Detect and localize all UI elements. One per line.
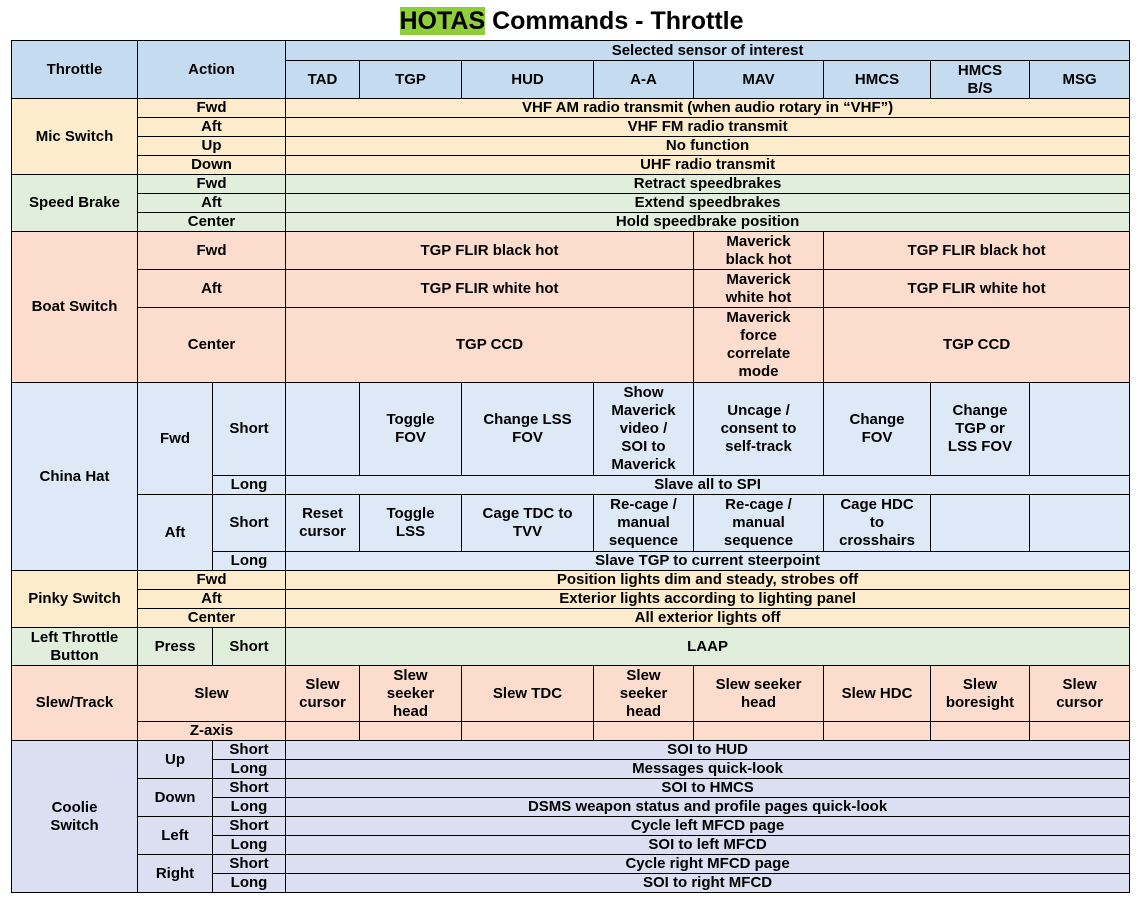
header-sensor-hmcs: HMCS (824, 61, 931, 99)
coolie-left-short-text: Cycle left MFCD page (286, 817, 1130, 836)
china-fwd-long-text: Slave all to SPI (286, 476, 1130, 495)
china-fwd-short-hmcs-bs: Change TGP or LSS FOV (931, 383, 1030, 476)
boat-aft-left: TGP FLIR white hot (286, 270, 694, 308)
china-aft-long-text: Slave TGP to current steerpoint (286, 552, 1130, 571)
boat-action-aft: Aft (138, 270, 286, 308)
pinky-fwd-text: Position lights dim and steady, strobes off (286, 571, 1130, 590)
coolie-up-short-label: Short (213, 741, 286, 760)
coolie-up-label: Up (138, 741, 213, 779)
ltb-press-label: Press (138, 628, 213, 666)
slew-tgp: Slew seeker head (360, 666, 462, 722)
speedbrake-center-text: Hold speedbrake position (286, 213, 1130, 232)
coolie-up-short-text: SOI to HUD (286, 741, 1130, 760)
coolie-down-short-label: Short (213, 779, 286, 798)
zaxis-tad (286, 722, 360, 741)
speedbrake-action-fwd: Fwd (138, 175, 286, 194)
coolie-up-long-label: Long (213, 760, 286, 779)
china-fwd-short-mav: Uncage / consent to self-track (694, 383, 824, 476)
china-fwd-label: Fwd (138, 383, 213, 495)
china-aft-short-hud: Cage TDC to TVV (462, 495, 594, 552)
slew-hmcs-bs: Slew boresight (931, 666, 1030, 722)
boat-fwd-mav: Maverick black hot (694, 232, 824, 270)
pinky-switch-label: Pinky Switch (12, 571, 138, 628)
page-title (0, 6, 1143, 36)
china-fwd-short-msg (1030, 383, 1130, 476)
mic-action-aft: Aft (138, 118, 286, 137)
speedbrake-action-center: Center (138, 213, 286, 232)
coolie-right-short-label: Short (213, 855, 286, 874)
pinky-action-center: Center (138, 609, 286, 628)
ltb-text: LAAP (286, 628, 1130, 666)
china-fwd-long-label: Long (213, 476, 286, 495)
pinky-action-fwd: Fwd (138, 571, 286, 590)
slew-action-label: Slew (138, 666, 286, 722)
china-aft-short-msg (1030, 495, 1130, 552)
china-aft-short-hmcs-bs (931, 495, 1030, 552)
pinky-action-aft: Aft (138, 590, 286, 609)
slew-zaxis-label: Z-axis (138, 722, 286, 741)
mic-up-text: No function (286, 137, 1130, 156)
china-fwd-short-hud: Change LSS FOV (462, 383, 594, 476)
slew-a-a: Slew seeker head (594, 666, 694, 722)
china-fwd-short-label: Short (213, 383, 286, 476)
slew-mav: Slew seeker head (694, 666, 824, 722)
coolie-left-long-label: Long (213, 836, 286, 855)
boat-center-right: TGP CCD (824, 308, 1130, 383)
coolie-right-short-text: Cycle right MFCD page (286, 855, 1130, 874)
zaxis-msg (1030, 722, 1130, 741)
pinky-aft-text: Exterior lights according to lighting panel (286, 590, 1130, 609)
coolie-down-long-text: DSMS weapon status and profile pages quick-look (286, 798, 1130, 817)
china-aft-short-mav: Re-cage / manual sequence (694, 495, 824, 552)
zaxis-hmcs (824, 722, 931, 741)
speedbrake-label: Speed Brake (12, 175, 138, 232)
coolie-down-label: Down (138, 779, 213, 817)
coolie-left-long-text: SOI to left MFCD (286, 836, 1130, 855)
speedbrake-fwd-text: Retract speedbrakes (286, 175, 1130, 194)
mic-switch-label: Mic Switch (12, 99, 138, 175)
coolie-up-long-text: Messages quick-look (286, 760, 1130, 779)
header-throttle: Throttle (12, 41, 138, 99)
zaxis-tgp (360, 722, 462, 741)
coolie-down-long-label: Long (213, 798, 286, 817)
coolie-down-short-text: SOI to HMCS (286, 779, 1130, 798)
slew-msg: Slew cursor (1030, 666, 1130, 722)
coolie-right-long-label: Long (213, 874, 286, 893)
zaxis-mav (694, 722, 824, 741)
mic-down-text: UHF radio transmit (286, 156, 1130, 175)
coolie-right-label: Right (138, 855, 213, 893)
header-sensor-a-a: A-A (594, 61, 694, 99)
china-aft-label: Aft (138, 495, 213, 571)
header-sensor-tad: TAD (286, 61, 360, 99)
left-throttle-button-label: Left Throttle Button (12, 628, 138, 666)
china-aft-long-label: Long (213, 552, 286, 571)
header-sensor-hud: HUD (462, 61, 594, 99)
boat-center-mav: Maverick force correlate mode (694, 308, 824, 383)
mic-aft-text: VHF FM radio transmit (286, 118, 1130, 137)
boat-fwd-left: TGP FLIR black hot (286, 232, 694, 270)
china-aft-short-tad: Reset cursor (286, 495, 360, 552)
header-soi: Selected sensor of interest (286, 41, 1130, 61)
title-highlight: HOTAS (399, 7, 486, 35)
coolie-left-label: Left (138, 817, 213, 855)
slew-hud: Slew TDC (462, 666, 594, 722)
china-fwd-short-tgp: Toggle FOV (360, 383, 462, 476)
header-sensor-mav: MAV (694, 61, 824, 99)
speedbrake-aft-text: Extend speedbrakes (286, 194, 1130, 213)
ltb-short-label: Short (213, 628, 286, 666)
mic-action-up: Up (138, 137, 286, 156)
coolie-left-short-label: Short (213, 817, 286, 836)
pinky-center-text: All exterior lights off (286, 609, 1130, 628)
boat-center-left: TGP CCD (286, 308, 694, 383)
china-fwd-short-hmcs: Change FOV (824, 383, 931, 476)
slew-track-label: Slew/Track (12, 666, 138, 741)
hotas-throttle-table (11, 40, 1130, 893)
coolie-right-long-text: SOI to right MFCD (286, 874, 1130, 893)
china-hat-label: China Hat (12, 383, 138, 571)
mic-action-down: Down (138, 156, 286, 175)
china-fwd-short-tad (286, 383, 360, 476)
mic-action-fwd: Fwd (138, 99, 286, 118)
slew-hmcs: Slew HDC (824, 666, 931, 722)
header-sensor-tgp: TGP (360, 61, 462, 99)
boat-aft-right: TGP FLIR white hot (824, 270, 1130, 308)
china-aft-short-label: Short (213, 495, 286, 552)
china-aft-short-a-a: Re-cage / manual sequence (594, 495, 694, 552)
speedbrake-action-aft: Aft (138, 194, 286, 213)
title-rest: Commands - Throttle (485, 7, 744, 35)
slew-tad: Slew cursor (286, 666, 360, 722)
boat-action-fwd: Fwd (138, 232, 286, 270)
boat-action-center: Center (138, 308, 286, 383)
china-fwd-short-a-a: Show Maverick video / SOI to Maverick (594, 383, 694, 476)
coolie-switch-label: Coolie Switch (12, 741, 138, 893)
china-aft-short-tgp: Toggle LSS (360, 495, 462, 552)
zaxis-hud (462, 722, 594, 741)
zaxis-hmcs-bs (931, 722, 1030, 741)
boat-fwd-right: TGP FLIR black hot (824, 232, 1130, 270)
zaxis-a-a (594, 722, 694, 741)
header-action: Action (138, 41, 286, 99)
header-sensor-msg: MSG (1030, 61, 1130, 99)
header-sensor-hmcs-bs: HMCS B/S (931, 61, 1030, 99)
boat-aft-mav: Maverick white hot (694, 270, 824, 308)
mic-fwd-text: VHF AM radio transmit (when audio rotary in “VHF”) (286, 99, 1130, 118)
boat-switch-label: Boat Switch (12, 232, 138, 383)
china-aft-short-hmcs: Cage HDC to crosshairs (824, 495, 931, 552)
